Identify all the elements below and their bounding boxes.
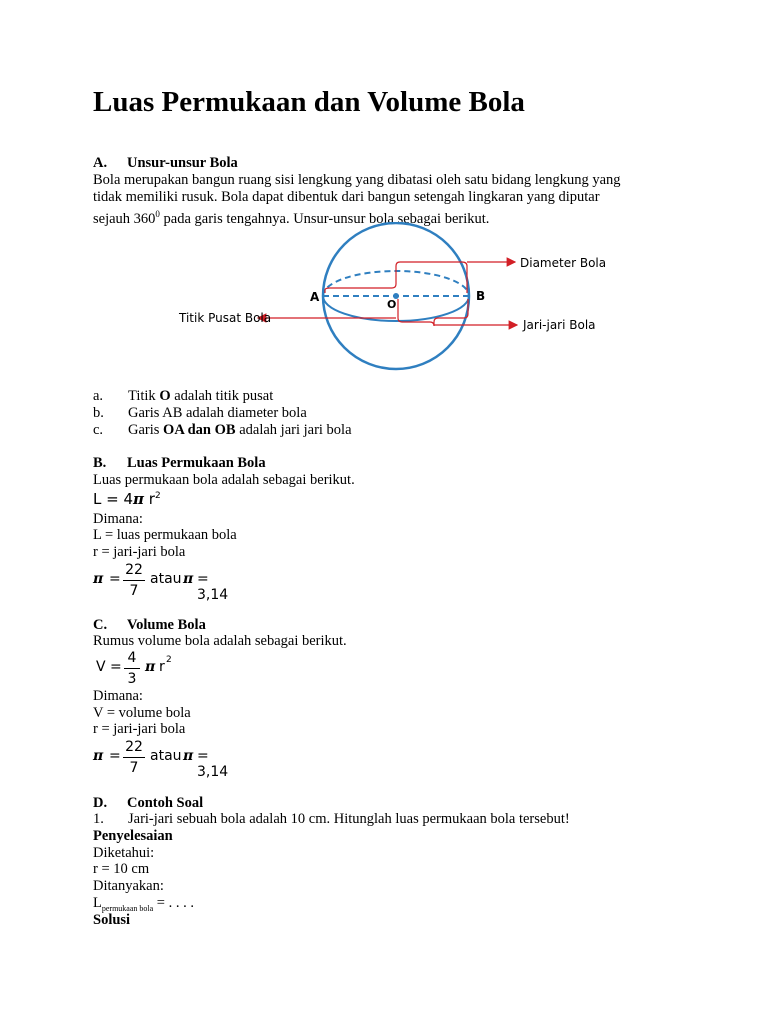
fraction-bar	[123, 580, 145, 581]
list-text: adalah titik pusat	[170, 388, 274, 404]
list-item	[93, 422, 352, 439]
label-diameter: Diameter Bola	[520, 256, 607, 270]
list-bold: OA dan OB	[163, 422, 236, 438]
section-c-heading	[93, 617, 206, 634]
ditanyakan-label: Ditanyakan:	[93, 878, 164, 894]
formula-exponent: 2	[154, 491, 161, 501]
equals-sign: =	[109, 571, 121, 587]
section-a-paragraph-line-1: Bola merupakan bangun ruang sisi lengkung yang dibatasi oleh satu bidang lengkung yang	[93, 172, 621, 188]
l-subscript: permukaan bola	[101, 903, 154, 913]
surface-area-formula	[93, 490, 161, 508]
fraction-numerator: 4	[127, 650, 137, 666]
list-marker: b.	[93, 405, 104, 421]
list-text: Garis AB adalah diameter bola	[128, 405, 307, 421]
list-item	[93, 388, 273, 405]
question-number: 1.	[93, 811, 104, 827]
paragraph-text: pada garis tengahnya. Unsur-unsur bola sebagai berikut.	[159, 210, 490, 227]
fraction-denominator: 3	[127, 671, 137, 687]
volume-formula	[93, 650, 213, 688]
section-b-title: Luas Permukaan Bola	[127, 455, 266, 471]
given-r: r = 10 cm	[93, 861, 150, 877]
paragraph-text: sejauh 360	[93, 210, 156, 227]
pi-symbol: π	[183, 748, 194, 764]
diketahui-label: Diketahui:	[93, 845, 155, 861]
dimana-label: Dimana:	[93, 511, 143, 527]
l-symbol: L	[93, 895, 102, 911]
fraction-denominator: 7	[129, 760, 139, 776]
radius-bracket	[398, 299, 468, 326]
formula-exponent: 2	[166, 655, 172, 665]
list-text: adalah jari jari bola	[235, 422, 352, 438]
fraction-bar	[123, 757, 145, 758]
penyelesaian-label: Penyelesaian	[93, 828, 173, 844]
fraction-denominator: 7	[129, 583, 139, 599]
formula-lhs: L = 4	[93, 490, 134, 508]
definition-l: L = luas permukaan bola	[93, 527, 237, 543]
label-o: O	[387, 298, 397, 311]
pi-symbol: π	[133, 490, 144, 508]
pi-value-formula-b	[93, 562, 243, 603]
section-d-title: Contoh Soal	[127, 795, 204, 811]
section-c-intro: Rumus volume bola adalah sebagai berikut.	[93, 633, 347, 649]
definition-v: V = volume bola	[93, 705, 191, 721]
dimana-label: Dimana:	[93, 688, 143, 704]
label-b: B	[476, 289, 486, 303]
equals-sign: =	[109, 748, 121, 764]
section-c-label: C.	[93, 617, 108, 633]
pi-symbol: π	[145, 659, 156, 675]
section-a-label: A.	[93, 155, 108, 171]
definition-r: r = jari-jari bola	[93, 544, 186, 560]
sphere-diagram	[170, 222, 610, 372]
list-item	[93, 405, 307, 422]
list-text: Garis	[128, 422, 164, 438]
pi-value-formula-c	[93, 739, 243, 780]
section-b-intro: Luas permukaan bola adalah sebagai berikut.	[93, 472, 355, 488]
fraction-numerator: 22	[125, 562, 143, 578]
section-a-title: Unsur-unsur Bola	[127, 155, 238, 171]
fraction-bar	[124, 668, 140, 669]
section-d-label: D.	[93, 795, 108, 811]
label-radius: Jari-jari Bola	[523, 318, 596, 332]
formula-lhs: V =	[96, 659, 122, 675]
label-a: A	[310, 290, 320, 304]
formula-r: r	[159, 659, 165, 675]
l-rest: = . . . .	[153, 895, 194, 911]
solusi-label: Solusi	[93, 912, 131, 928]
formula-r: r	[148, 490, 155, 508]
degree-superscript: 0	[155, 209, 160, 219]
section-c-title: Volume Bola	[127, 617, 206, 633]
list-bold: O	[159, 388, 171, 404]
question-text: Jari-jari sebuah bola adalah 10 cm. Hitunglah luas permukaan bola tersebut!	[128, 811, 570, 827]
label-center: Titik Pusat Bola	[179, 311, 272, 325]
page-title: Luas Permukaan dan Volume Bola	[93, 86, 525, 118]
section-b-label: B.	[93, 455, 107, 471]
definition-r: r = jari-jari bola	[93, 721, 186, 737]
list-marker: a.	[93, 388, 104, 404]
atau-text: atau	[150, 571, 182, 587]
pi-symbol: π	[183, 571, 194, 587]
question-1	[93, 811, 570, 828]
section-d-heading	[93, 795, 203, 812]
section-b-heading	[93, 455, 266, 472]
list-text: Titik	[128, 388, 160, 404]
fraction-numerator: 22	[125, 739, 143, 755]
pi-decimal: = 3,14	[197, 748, 229, 780]
pi-symbol: π	[93, 571, 104, 587]
section-a-paragraph-line-2: tidak memiliki rusuk. Bola dapat dibentuk dari bangun setengah lingkaran yang diputar	[93, 189, 600, 205]
section-a-heading	[93, 155, 238, 172]
list-marker: c.	[93, 422, 104, 438]
atau-text: atau	[150, 748, 182, 764]
pi-decimal: = 3,14	[197, 571, 229, 603]
pi-symbol: π	[93, 748, 104, 764]
